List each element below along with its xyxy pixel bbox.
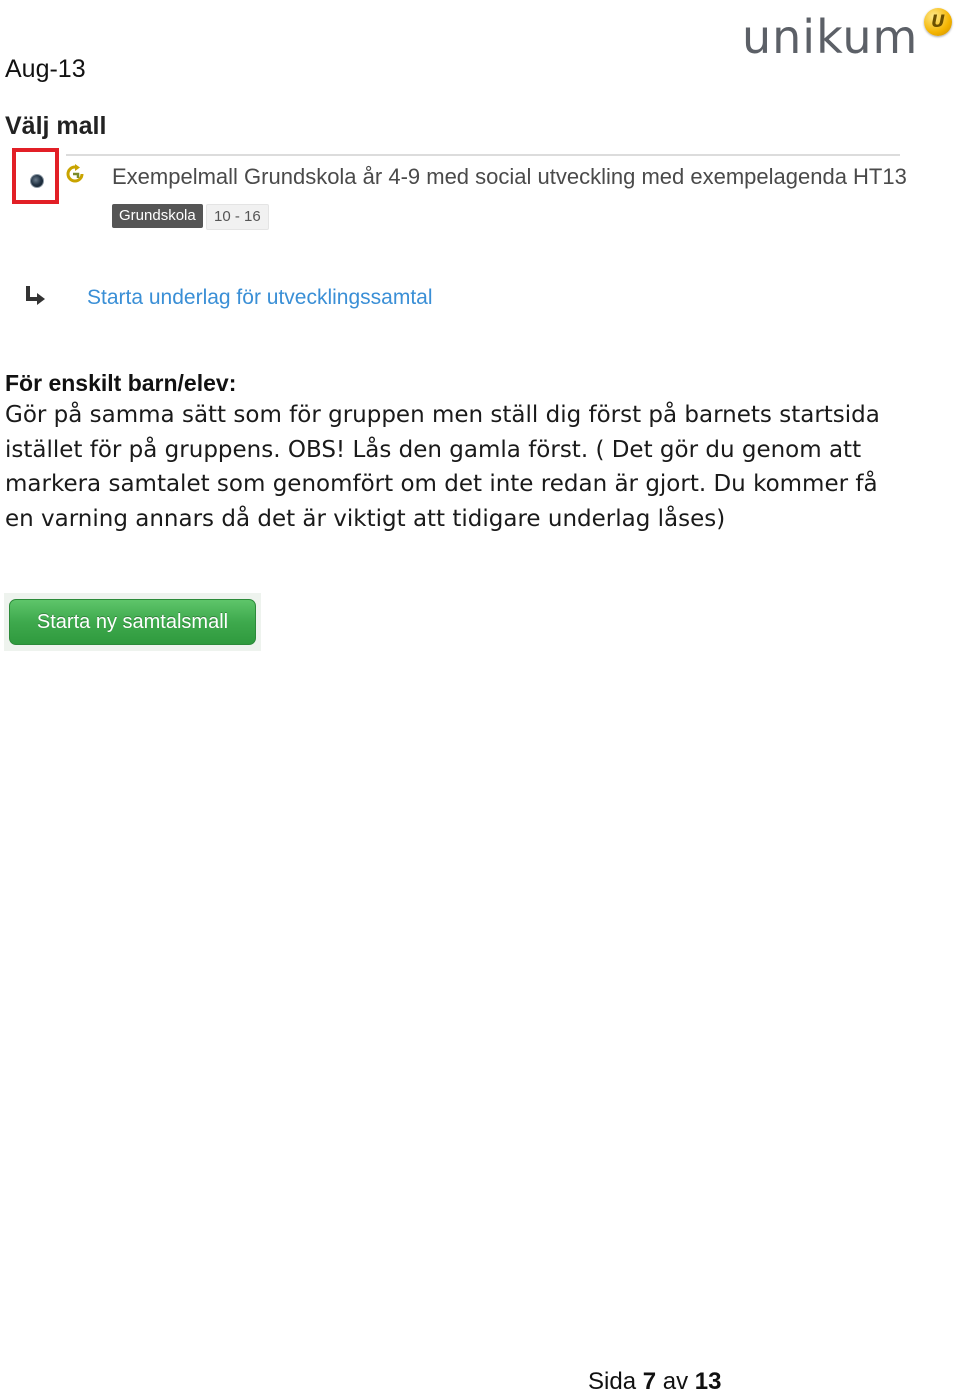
start-underlag-link[interactable]: Starta underlag för utvecklingssamtal [87,286,433,309]
unikum-logo-icon: U [924,8,952,36]
button-screenshot-frame [4,593,261,651]
page-footer [588,1368,721,1396]
unikum-logo [742,4,954,66]
footer-page-number: 7 [642,1368,657,1395]
section-heading: Välj mall [5,112,107,140]
individual-student-heading: För enskilt barn/elev: [5,370,237,396]
logo-text: unikum [742,10,919,64]
radio-selected-icon[interactable] [30,174,44,188]
template-title: Exempelmall Grundskola år 4-9 med social utveckling med exempelagenda HT13 [112,164,907,189]
paragraph-line: istället för på gruppens. OBS! Lås den gamla först. ( Det gör du genom att [5,436,862,463]
document-date: Aug-13 [5,55,86,83]
start-underlag-row[interactable] [24,283,524,313]
radio-highlight-box[interactable] [12,148,59,204]
footer-separator: av [662,1368,689,1395]
divider-line [66,154,900,156]
paragraph-line: en varning annars då det är viktigt att tidigare underlag låses) [5,505,726,532]
template-option-row[interactable] [10,146,907,236]
tag-school-level: Grundskola [112,204,203,228]
footer-prefix: Sida [588,1368,637,1395]
paragraph-line: Gör på samma sätt som för gruppen men ställ dig först på barnets startsida [5,402,880,428]
footer-total-pages: 13 [694,1368,722,1395]
paragraph-line: markera samtalet som genomfört om det inte redan är gjort. Du kommer få [5,471,878,497]
arrow-return-icon [24,285,46,307]
instruction-paragraph [5,398,905,536]
tag-age-range: 10 - 16 [206,204,269,230]
start-new-template-button[interactable]: Starta ny samtalsmall [9,599,256,645]
refresh-icon[interactable] [65,164,85,184]
